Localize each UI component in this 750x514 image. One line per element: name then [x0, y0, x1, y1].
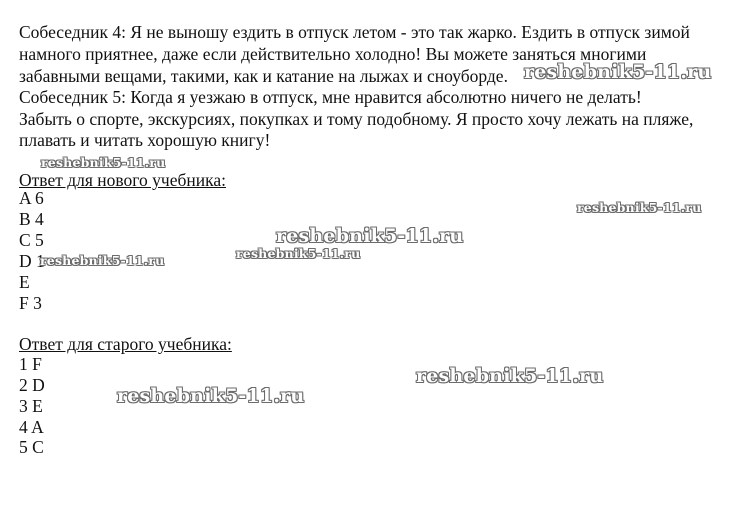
answer-item: 3 E	[19, 396, 43, 416]
answer-item: F 3	[19, 293, 42, 313]
watermark: reshebnik5-11.ru	[236, 246, 361, 261]
dialogue-line: Собеседник 5: Когда я уезжаю в отпуск, мне нравится абсолютно ничего не делать!	[19, 87, 642, 107]
answer-item: E	[19, 272, 30, 292]
dialogue-line: намного приятнее, даже если действительно холодно! Вы можете заняться многими	[19, 44, 647, 64]
dialogue-line: Собеседник 4: Я не выношу ездить в отпуск летом - это так жарко. Ездить в отпуск зимой	[19, 22, 690, 42]
dialogue-line: забавными вещами, такими, как и катание на лыжах и сноуборде.	[19, 66, 508, 86]
answer-item: B 4	[19, 209, 44, 229]
new-textbook-heading: Ответ для нового учебника:	[19, 170, 226, 190]
old-textbook-heading: Ответ для старого учебника:	[19, 334, 232, 354]
watermark: reshebnik5-11.ru	[524, 61, 712, 83]
watermark: reshebnik5-11.ru	[577, 200, 702, 215]
watermark: reshebnik5-11.ru	[117, 385, 305, 407]
answer-item: 2 D	[19, 375, 45, 395]
answer-item: 5 C	[19, 437, 44, 457]
watermark: reshebnik5-11.ru	[40, 253, 165, 268]
dialogue-line: Забыть о спорте, экскурсиях, покупках и тому подобному. Я просто хочу лежать на пляже,	[19, 109, 694, 129]
watermark: reshebnik5-11.ru	[416, 365, 604, 387]
answer-item: D 1	[19, 251, 45, 271]
dialogue-line: плавать и читать хорошую книгу!	[19, 130, 271, 150]
answer-item: 1 F	[19, 354, 42, 374]
watermark: reshebnik5-11.ru	[276, 225, 464, 247]
answer-item: 4 A	[19, 417, 44, 437]
answer-item: A 6	[19, 188, 44, 208]
watermark: reshebnik5-11.ru	[41, 155, 166, 170]
answer-item: C 5	[19, 230, 44, 250]
